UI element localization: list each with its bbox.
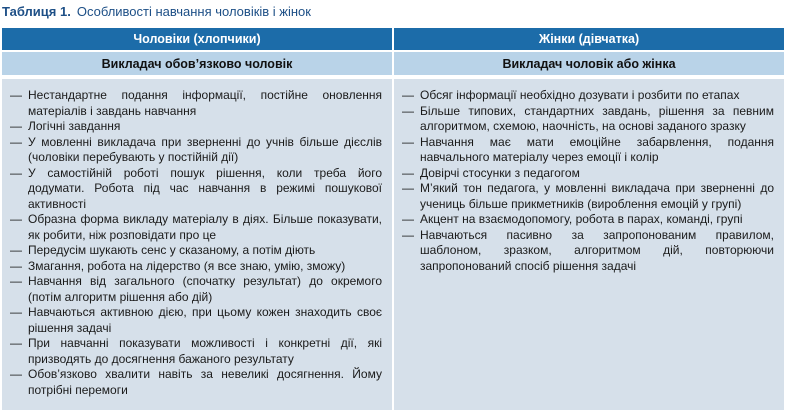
subheader-women-teacher: Викладач чоловік або жінка: [394, 50, 784, 75]
subheader-men-teacher: Викладач обов’язково чоловік: [2, 50, 394, 75]
list-item: — Нестандартне подання інформації, постійне оновлення матеріалів і завдань навчання: [10, 88, 382, 119]
list-item: — Логічні завдання: [10, 119, 382, 135]
list-item: — У мовленні викладача при зверненні до учнів більше дієслів (чоловіки перебувають у постійній дії): [10, 135, 382, 166]
list-item: — Навчання від загального (спочатку результат) до окремого (потім алгоритм рішення або дій): [10, 274, 382, 305]
women-features-list: [402, 88, 774, 274]
list-item: — Обсяг інформації необхідно дозувати і розбити по етапах: [402, 88, 774, 104]
list-item: — Змагання, робота на лідерство (я все знаю, умію, зможу): [10, 259, 382, 275]
comparison-table: [2, 28, 784, 410]
men-features-cell: [2, 75, 394, 410]
list-item: — Акцент на взаємодопомогу, робота в парах, команді, групі: [402, 212, 774, 228]
list-item: — У самостійній роботі пошук рішення, коли треба його додумати. Робота під час навчання в режимі пошукової активності: [10, 166, 382, 213]
list-item: — Навчаються пасивно за запропонованим правилом, шаблоном, зразком, алгоритмом дій, повторюючи запропонований спосіб рішення задачі: [402, 228, 774, 275]
list-item: — Обов’язково хвалити навіть за невеликі досягнення. Йому потрібні перемоги: [10, 367, 382, 398]
women-features-cell: [394, 75, 784, 410]
column-header-women: Жінки (дівчатка): [394, 28, 784, 50]
column-header-men: Чоловіки (хлопчики): [2, 28, 394, 50]
list-item: — Передусім шукають сенс у сказаному, а потім діють: [10, 243, 382, 259]
table-caption-title: Особливості навчання чоловіків і жінок: [76, 3, 311, 19]
list-item: — Довірчі стосунки з педагогом: [402, 166, 774, 182]
list-item: — Навчаються активною дією, при цьому кожен знаходить своє рішення задачі: [10, 305, 382, 336]
list-item: — При навчанні показувати можливості і конкретні дії, які призводять до досягнення бажаного результату: [10, 336, 382, 367]
list-item: — М’який тон педагога, у мовленні викладача при зверненні до учениць більше прикметників (вироблення емоцій у групі): [402, 181, 774, 212]
men-features-list: [10, 88, 382, 398]
table-caption-label: Таблиця 1.: [2, 3, 71, 19]
list-item: — Навчання має мати емоційне забарвлення, подання навчального матеріалу через емоції і колір: [402, 135, 774, 166]
list-item: — Образна форма викладу матеріалу в діях. Більше показувати, як робити, ніж розповідати про це: [10, 212, 382, 243]
list-item: — Більше типових, стандартних завдань, рішення за певним алгоритмом, схемою, наочність, на основі заданого зразку: [402, 104, 774, 135]
table-caption: [2, 0, 311, 22]
